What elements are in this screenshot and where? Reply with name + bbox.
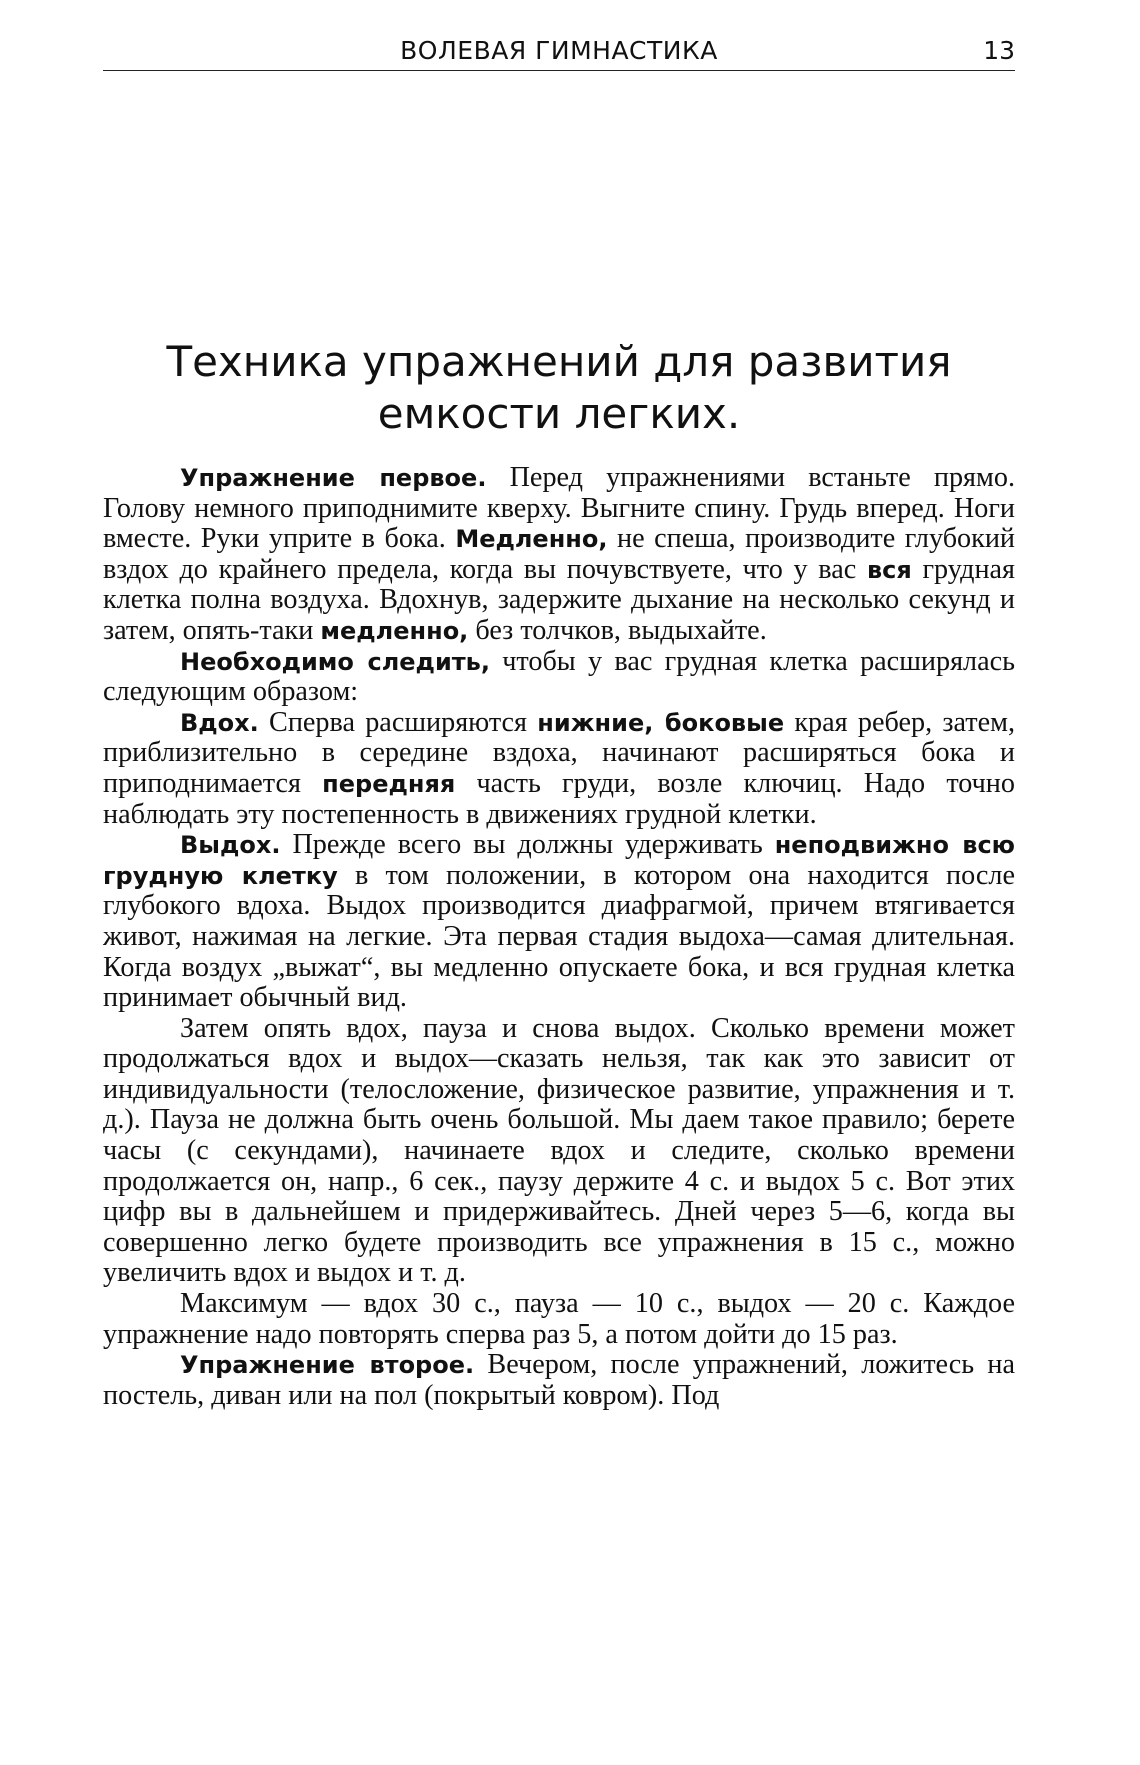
inhale-heading: Вдох. <box>180 708 259 737</box>
emphasis: вся <box>866 555 912 584</box>
running-title: ВОЛЕВАЯ ГИМНАСТИКА <box>400 36 718 65</box>
text-run: Затем опять вдох, пауза и снова выдох. Сколько времени может продолжаться вдох и выдох—сказать нельзя, так как это зависит от индивидуальности (телосложение, физическое развитие, упражнения и т. д.). Пауза не должна быть очень большой. Мы даем такое правило; берете часы (с секундами), начинаете вдох и следите, сколько времени продолжается он, напр., 6 сек., паузу держите 4 с. и выдох 5 с. Вот этих цифр вы в дальнейшем и придерживайтесь. Дней через 5—6, когда вы совершенно легко будете производить все упражнения в 15 с., можно увеличить вдох и выдох и т. д. <box>103 1012 1015 1289</box>
paragraph-attention <box>103 647 1015 708</box>
text-run: края ребер, затем, приблизительно в середине вздоха, начинают расширяться бока и приподнимается <box>103 706 1015 799</box>
chapter-title-line-1: Техника упражнений для развития <box>166 337 952 386</box>
chapter-title <box>103 336 1015 440</box>
body-text <box>103 463 1015 1411</box>
emphasis: Медленно, <box>455 525 608 554</box>
text-run: в том положении, в котором она находится после глубокого вдоха. Выдох производится диафрагмой, причем втягивается живот, нажимая на легкие. Эта первая стадия выдоха—самая длительная. Когда воздух „выжат“, вы медленно опускаете бока, и вся грудная клетка принимает обычный вид. <box>103 859 1015 1014</box>
emphasis: нижние, боковые <box>537 708 785 737</box>
text-run: Прежде всего вы должны удерживать <box>280 829 775 861</box>
exhale-heading: Выдох. <box>180 831 281 860</box>
paragraph-timing <box>103 1014 1015 1289</box>
chapter-title-line-2: емкости легких. <box>377 389 741 438</box>
paragraph-inhale <box>103 708 1015 830</box>
page-number: 13 <box>983 36 1015 65</box>
paragraph-exercise-one <box>103 463 1015 647</box>
exercise-heading: Упражнение первое. <box>180 464 487 492</box>
paragraph-maximum <box>103 1289 1015 1350</box>
exercise-heading: Упражнение второе. <box>180 1351 475 1380</box>
text-run: чтобы у вас грудная клетка расширялась следующим образом: <box>103 645 1015 708</box>
text-run: Максимум — вдох 30 с., пауза — 10 с., выдох — 20 с. Каждое упражнение надо повторять сперва раз 5, а потом дойти до 15 раз. <box>103 1288 1015 1350</box>
emphasis: неподвижно всю грудную клетку <box>103 831 1016 890</box>
text-run: Перед упражнениями встаньте прямо. Голову немного приподнимите кверху. Выгните спину. Грудь вперед. Ноги вместе. Руки уприте в бока. <box>103 462 1015 555</box>
paragraph-exercise-two <box>103 1350 1015 1411</box>
text-run: часть груди, возле ключиц. Надо точно наблюдать эту постепенность в движениях грудной клетки. <box>103 767 1015 830</box>
text-run: Сперва расширяются <box>258 706 538 738</box>
emphasis: медленно, <box>320 616 469 645</box>
text-run: не спеша, производите глубокий вздох до крайнего предела, когда вы почувствуете, что у вас <box>103 523 1015 585</box>
text-run: грудная клетка полна воздуха. Вдохнув, задержите дыхание на несколько секунд и затем, опять-таки <box>103 553 1016 646</box>
paragraph-exhale <box>103 830 1015 1014</box>
emphasis: Необходимо следить, <box>180 647 490 676</box>
text-run: без толчков, выдыхайте. <box>468 614 767 646</box>
emphasis: передняя <box>322 769 456 798</box>
text-run: Вечером, после упражнений, ложитесь на постель, диван или на пол (покрытый ковром). Под <box>103 1349 1015 1411</box>
page-header <box>103 28 1015 71</box>
